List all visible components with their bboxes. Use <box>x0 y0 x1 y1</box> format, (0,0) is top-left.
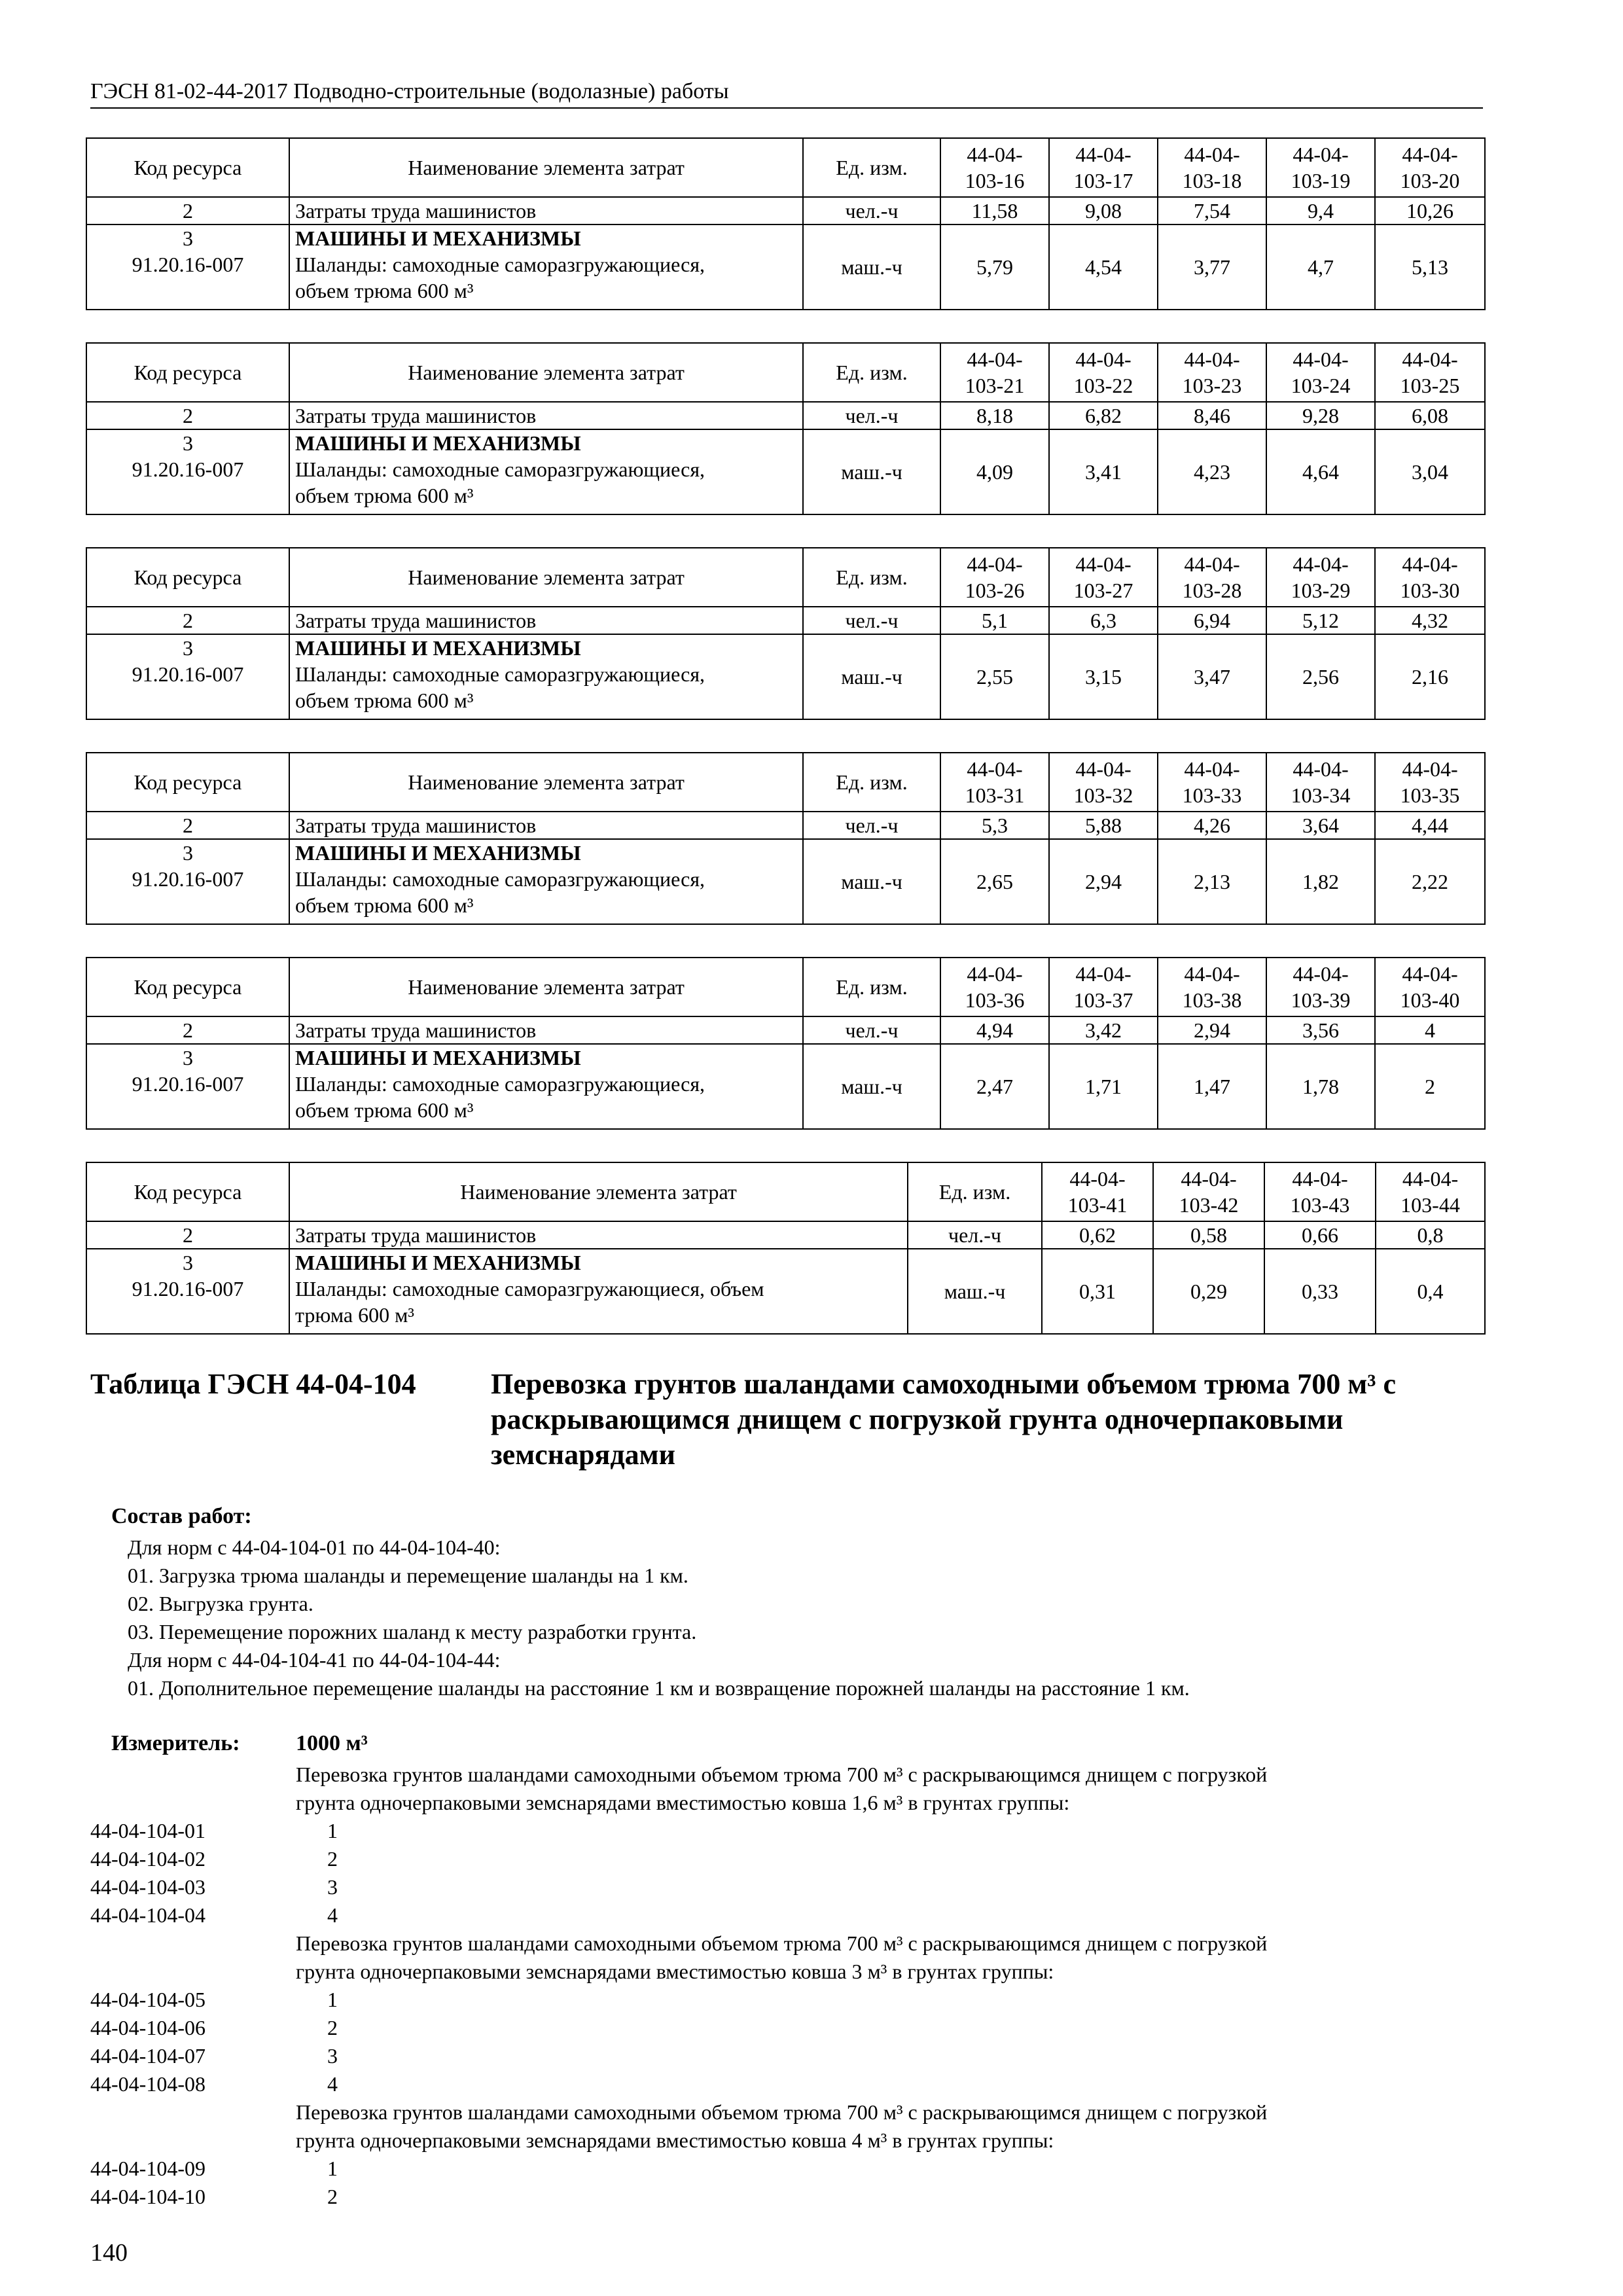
norm-code-part: 44-04- <box>1184 962 1240 986</box>
machine-value: 3,04 <box>1375 429 1485 514</box>
resource-name-line: Шаланды: самоходные саморазгружающиеся, <box>295 1072 705 1096</box>
resource-table <box>86 752 1486 925</box>
machine-value: 3,77 <box>1158 224 1266 310</box>
row-code: 2 <box>86 1016 289 1044</box>
resource-name-line: Шаланды: самоходные саморазгружающиеся, <box>295 457 705 481</box>
header-unit: Ед. изм. <box>803 548 940 607</box>
resource-name-line: Шаланды: самоходные саморазгружающиеся, <box>295 253 705 276</box>
norm-code-part: 44-04- <box>1075 143 1132 166</box>
norm-code-part: 103-18 <box>1182 169 1242 192</box>
norm-code-part: 103-42 <box>1179 1193 1239 1217</box>
norm-code-part: 103-37 <box>1073 988 1133 1012</box>
norm-code-part: 103-30 <box>1400 579 1460 602</box>
group-name: МАШИНЫ И МЕХАНИЗМЫ <box>295 841 581 865</box>
composition-line: 01. Дополнительное перемещение шаланды на расстояние 1 км и возвращение порожней шаланды на расстояние 1 км. <box>128 1676 1190 1700</box>
labor-value: 6,94 <box>1158 607 1266 634</box>
resource-name-line: трюма 600 м³ <box>295 1303 414 1327</box>
norm-code: 44-04-104-05 <box>90 1988 205 2011</box>
row-code: 2 <box>86 812 289 839</box>
norm-code-part: 103-31 <box>965 783 1025 807</box>
resource-code: 91.20.16-007 <box>132 662 244 686</box>
norm-code-part: 103-43 <box>1290 1193 1350 1217</box>
norm-group-description: грунта одночерпаковыми земснарядами вместимостью ковша 3 м³ в грунтах группы: <box>296 1960 1054 1983</box>
labor-value: 6,82 <box>1049 402 1158 429</box>
norm-code-part: 103-26 <box>965 579 1025 602</box>
resource-name-line: Шаланды: самоходные саморазгружающиеся, объем <box>295 1277 764 1300</box>
header-norm-code <box>1375 753 1485 812</box>
norm-code-part: 44-04- <box>1184 143 1240 166</box>
machine-value: 3,47 <box>1158 634 1266 719</box>
soil-group: 3 <box>327 2044 338 2068</box>
labor-value: 4 <box>1375 1016 1485 1044</box>
row-code: 2 <box>86 197 289 224</box>
norm-code-part: 103-34 <box>1291 783 1351 807</box>
norm-code: 44-04-104-06 <box>90 2016 205 2039</box>
header-norm-code <box>1264 1162 1376 1221</box>
labor-value: 6,08 <box>1375 402 1485 429</box>
norm-code-part: 44-04- <box>967 348 1023 371</box>
composition-line: 02. Выгрузка грунта. <box>128 1592 313 1615</box>
norm-code-part: 44-04- <box>1292 1167 1348 1191</box>
row-code <box>86 634 289 719</box>
labor-value: 4,26 <box>1158 812 1266 839</box>
resource-table <box>86 1162 1486 1335</box>
composition-line: Для норм с 44-04-104-01 по 44-04-104-40: <box>128 1535 501 1559</box>
labor-value: 3,56 <box>1266 1016 1375 1044</box>
row-name <box>289 1044 803 1129</box>
section-desc-line: Перевозка грунтов шаландами самоходными объемом трюма 700 м³ с <box>491 1368 1396 1400</box>
row-code <box>86 1044 289 1129</box>
header-element-name: Наименование элемента затрат <box>289 343 803 402</box>
machine-value: 2,55 <box>940 634 1049 719</box>
row-name <box>289 839 803 924</box>
measure-label: Измеритель: <box>111 1731 240 1755</box>
group-name: МАШИНЫ И МЕХАНИЗМЫ <box>295 226 581 250</box>
row-code <box>86 224 289 310</box>
machine-value: 2,22 <box>1375 839 1485 924</box>
header-resource-code: Код ресурса <box>86 1162 289 1221</box>
soil-group: 2 <box>327 2185 338 2208</box>
header-resource-code: Код ресурса <box>86 548 289 607</box>
norm-code-part: 103-29 <box>1291 579 1351 602</box>
row-code-number: 3 <box>183 636 193 660</box>
norm-code-part: 103-28 <box>1182 579 1242 602</box>
norm-code-part: 44-04- <box>967 757 1023 781</box>
machine-value: 1,47 <box>1158 1044 1266 1129</box>
norm-code-part: 44-04- <box>1293 757 1349 781</box>
composition-line: 03. Перемещение порожних шаланд к месту разработки грунта. <box>128 1620 697 1643</box>
header-norm-code <box>940 548 1049 607</box>
row-code: 2 <box>86 1221 289 1249</box>
resource-table <box>86 137 1486 310</box>
row-name: Затраты труда машинистов <box>289 402 803 429</box>
row-code <box>86 429 289 514</box>
norm-code-part: 44-04- <box>1075 757 1132 781</box>
header-element-name: Наименование элемента затрат <box>289 753 803 812</box>
row-unit: чел.-ч <box>803 197 940 224</box>
labor-value: 5,3 <box>940 812 1049 839</box>
header-norm-code <box>1049 958 1158 1016</box>
header-unit: Ед. изм. <box>803 343 940 402</box>
header-norm-code <box>1158 753 1266 812</box>
resource-table <box>86 957 1486 1130</box>
header-norm-code <box>1153 1162 1264 1221</box>
norm-code-part: 44-04- <box>1293 143 1349 166</box>
row-name: Затраты труда машинистов <box>289 607 803 634</box>
soil-group: 3 <box>327 1875 338 1899</box>
machine-value: 5,13 <box>1375 224 1485 310</box>
resource-name-line: объем трюма 600 м³ <box>295 279 474 302</box>
header-resource-code: Код ресурса <box>86 343 289 402</box>
norm-code: 44-04-104-02 <box>90 1847 205 1871</box>
header-norm-code <box>1266 343 1375 402</box>
header-unit: Ед. изм. <box>908 1162 1042 1221</box>
row-unit: чел.-ч <box>908 1221 1042 1249</box>
header-norm-code <box>1375 548 1485 607</box>
header-norm-code <box>1049 753 1158 812</box>
row-name <box>289 429 803 514</box>
header-norm-code <box>1266 753 1375 812</box>
header-norm-code <box>1376 1162 1485 1221</box>
machine-value: 0,29 <box>1153 1249 1264 1334</box>
norm-code-part: 103-36 <box>965 988 1025 1012</box>
machine-value: 2,16 <box>1375 634 1485 719</box>
machine-value: 2,56 <box>1266 634 1375 719</box>
resource-code: 91.20.16-007 <box>132 1277 244 1300</box>
group-name: МАШИНЫ И МЕХАНИЗМЫ <box>295 1046 581 1069</box>
machine-value: 4,64 <box>1266 429 1375 514</box>
labor-value: 0,66 <box>1264 1221 1376 1249</box>
norm-code-part: 44-04- <box>1075 348 1132 371</box>
norm-code-part: 103-33 <box>1182 783 1242 807</box>
composition-line: 01. Загрузка трюма шаланды и перемещение шаланды на 1 км. <box>128 1564 688 1587</box>
norm-code-part: 103-17 <box>1073 169 1133 192</box>
norm-code-part: 44-04- <box>1402 143 1458 166</box>
row-name: Затраты труда машинистов <box>289 812 803 839</box>
norm-code-part: 44-04- <box>1293 552 1349 576</box>
resource-table <box>86 547 1486 720</box>
row-code: 2 <box>86 607 289 634</box>
header-norm-code <box>1158 958 1266 1016</box>
norm-code-part: 44-04- <box>967 143 1023 166</box>
resource-name-line: Шаланды: самоходные саморазгружающиеся, <box>295 867 705 891</box>
header-unit: Ед. изм. <box>803 753 940 812</box>
header-rule <box>90 107 1483 109</box>
norm-code-part: 44-04- <box>1075 962 1132 986</box>
norm-code-part: 103-40 <box>1400 988 1460 1012</box>
soil-group: 1 <box>327 2157 338 2180</box>
row-unit: маш.-ч <box>803 429 940 514</box>
labor-value: 3,64 <box>1266 812 1375 839</box>
resource-name-line: объем трюма 600 м³ <box>295 893 474 917</box>
row-code: 2 <box>86 402 289 429</box>
row-code-number: 3 <box>183 226 193 250</box>
soil-group: 4 <box>327 1903 338 1927</box>
norm-code-part: 44-04- <box>1293 348 1349 371</box>
norm-code-part: 103-44 <box>1400 1193 1460 1217</box>
header-norm-code <box>1158 138 1266 197</box>
row-unit: маш.-ч <box>803 224 940 310</box>
header-norm-code <box>1266 138 1375 197</box>
labor-value: 4,44 <box>1375 812 1485 839</box>
machine-value: 4,23 <box>1158 429 1266 514</box>
norm-code: 44-04-104-03 <box>90 1875 205 1899</box>
row-name <box>289 1249 908 1334</box>
norm-code-part: 103-38 <box>1182 988 1242 1012</box>
machine-value: 0,31 <box>1042 1249 1153 1334</box>
labor-value: 10,26 <box>1375 197 1485 224</box>
norm-code: 44-04-104-09 <box>90 2157 205 2180</box>
header-norm-code <box>1042 1162 1153 1221</box>
header-element-name: Наименование элемента затрат <box>289 1162 908 1221</box>
machine-value: 2,13 <box>1158 839 1266 924</box>
machine-value: 5,79 <box>940 224 1049 310</box>
section-table-title: Таблица ГЭСН 44-04-104 <box>90 1368 416 1400</box>
labor-value: 9,08 <box>1049 197 1158 224</box>
machine-value: 4,54 <box>1049 224 1158 310</box>
header-resource-code: Код ресурса <box>86 958 289 1016</box>
norm-code-part: 103-41 <box>1067 1193 1128 1217</box>
norm-group-description: грунта одночерпаковыми земснарядами вместимостью ковша 4 м³ в грунтах группы: <box>296 2128 1054 2152</box>
row-name <box>289 224 803 310</box>
row-code-number: 3 <box>183 431 193 455</box>
labor-value: 7,54 <box>1158 197 1266 224</box>
header-norm-code <box>940 958 1049 1016</box>
header-norm-code <box>1375 138 1485 197</box>
norm-code-part: 103-16 <box>965 169 1025 192</box>
norm-code-part: 44-04- <box>1075 552 1132 576</box>
norm-code-part: 103-25 <box>1400 374 1460 397</box>
norm-code-part: 103-39 <box>1291 988 1351 1012</box>
norm-group-description: грунта одночерпаковыми земснарядами вместимостью ковша 1,6 м³ в грунтах группы: <box>296 1791 1070 1814</box>
header-norm-code <box>1158 548 1266 607</box>
norm-group-description: Перевозка грунтов шаландами самоходными объемом трюма 700 м³ с раскрывающимся днищем с погрузкой <box>296 2100 1268 2124</box>
norm-code-part: 103-19 <box>1291 169 1351 192</box>
norm-code-part: 103-20 <box>1400 169 1460 192</box>
labor-value: 0,8 <box>1376 1221 1485 1249</box>
soil-group: 2 <box>327 2016 338 2039</box>
norm-group-description: Перевозка грунтов шаландами самоходными объемом трюма 700 м³ с раскрывающимся днищем с погрузкой <box>296 1931 1268 1955</box>
header-norm-code <box>1158 343 1266 402</box>
labor-value: 9,4 <box>1266 197 1375 224</box>
composition-line: Для норм с 44-04-104-41 по 44-04-104-44: <box>128 1648 501 1672</box>
row-name: Затраты труда машинистов <box>289 1016 803 1044</box>
section-desc-line: земснарядами <box>491 1439 675 1471</box>
norm-code-part: 44-04- <box>1181 1167 1237 1191</box>
norm-code-part: 44-04- <box>967 962 1023 986</box>
labor-value: 9,28 <box>1266 402 1375 429</box>
header-element-name: Наименование элемента затрат <box>289 958 803 1016</box>
norm-code-part: 44-04- <box>1402 348 1458 371</box>
norm-code: 44-04-104-07 <box>90 2044 205 2068</box>
soil-group: 1 <box>327 1988 338 2011</box>
resource-name-line: объем трюма 600 м³ <box>295 689 474 712</box>
header-norm-code <box>1049 343 1158 402</box>
header-norm-code <box>940 753 1049 812</box>
labor-value: 4,94 <box>940 1016 1049 1044</box>
norm-code-part: 44-04- <box>1402 962 1458 986</box>
resource-table <box>86 342 1486 515</box>
row-code <box>86 839 289 924</box>
machine-value: 0,33 <box>1264 1249 1376 1334</box>
row-code <box>86 1249 289 1334</box>
norm-code-part: 44-04- <box>1069 1167 1126 1191</box>
row-unit: чел.-ч <box>803 402 940 429</box>
section-table-description <box>491 1367 1486 1473</box>
norm-code-part: 103-23 <box>1182 374 1242 397</box>
header-resource-code: Код ресурса <box>86 138 289 197</box>
group-name: МАШИНЫ И МЕХАНИЗМЫ <box>295 431 581 455</box>
resource-code: 91.20.16-007 <box>132 253 244 276</box>
soil-group: 4 <box>327 2072 338 2096</box>
labor-value: 5,88 <box>1049 812 1158 839</box>
header-unit: Ед. изм. <box>803 138 940 197</box>
header-resource-code: Код ресурса <box>86 753 289 812</box>
header-norm-code <box>1375 343 1485 402</box>
group-name: МАШИНЫ И МЕХАНИЗМЫ <box>295 636 581 660</box>
norm-code-part: 44-04- <box>1402 757 1458 781</box>
labor-value: 4,32 <box>1375 607 1485 634</box>
header-element-name: Наименование элемента затрат <box>289 548 803 607</box>
labor-value: 5,12 <box>1266 607 1375 634</box>
machine-value: 4,09 <box>940 429 1049 514</box>
machine-value: 2 <box>1375 1044 1485 1129</box>
header-norm-code <box>1266 958 1375 1016</box>
labor-value: 0,62 <box>1042 1221 1153 1249</box>
labor-value: 11,58 <box>940 197 1049 224</box>
header-norm-code <box>940 343 1049 402</box>
norm-code-part: 44-04- <box>1402 1167 1459 1191</box>
soil-group: 1 <box>327 1819 338 1842</box>
running-header: ГЭСН 81-02-44-2017 Подводно-строительные (водолазные) работы <box>90 79 729 103</box>
labor-value: 0,58 <box>1153 1221 1264 1249</box>
resource-code: 91.20.16-007 <box>132 867 244 891</box>
measure-value: 1000 м³ <box>296 1731 368 1755</box>
row-unit: маш.-ч <box>908 1249 1042 1334</box>
norm-code-part: 103-32 <box>1073 783 1133 807</box>
norm-code-part: 44-04- <box>1293 962 1349 986</box>
section-desc-line: раскрывающимся днищем с погрузкой грунта одночерпаковыми <box>491 1403 1344 1435</box>
row-name <box>289 634 803 719</box>
norm-group-description: Перевозка грунтов шаландами самоходными объемом трюма 700 м³ с раскрывающимся днищем с погрузкой <box>296 1763 1268 1786</box>
soil-group: 2 <box>327 1847 338 1871</box>
row-name: Затраты труда машинистов <box>289 197 803 224</box>
row-code-number: 3 <box>183 841 193 865</box>
norm-code-part: 44-04- <box>967 552 1023 576</box>
row-unit: маш.-ч <box>803 1044 940 1129</box>
norm-code-part: 44-04- <box>1184 757 1240 781</box>
labor-value: 5,1 <box>940 607 1049 634</box>
norm-code: 44-04-104-04 <box>90 1903 205 1927</box>
norm-code-part: 103-24 <box>1291 374 1351 397</box>
resource-name-line: объем трюма 600 м³ <box>295 1098 474 1122</box>
row-name: Затраты труда машинистов <box>289 1221 908 1249</box>
machine-value: 1,78 <box>1266 1044 1375 1129</box>
resource-code: 91.20.16-007 <box>132 457 244 481</box>
page-number: 140 <box>90 2239 128 2267</box>
machine-value: 3,41 <box>1049 429 1158 514</box>
norm-code-part: 103-22 <box>1073 374 1133 397</box>
composition-heading: Состав работ: <box>111 1504 252 1528</box>
machine-value: 1,71 <box>1049 1044 1158 1129</box>
labor-value: 6,3 <box>1049 607 1158 634</box>
resource-name-line: Шаланды: самоходные саморазгружающиеся, <box>295 662 705 686</box>
norm-code-part: 44-04- <box>1402 552 1458 576</box>
labor-value: 2,94 <box>1158 1016 1266 1044</box>
header-norm-code <box>1049 138 1158 197</box>
row-unit: маш.-ч <box>803 634 940 719</box>
header-norm-code <box>940 138 1049 197</box>
machine-value: 4,7 <box>1266 224 1375 310</box>
group-name: МАШИНЫ И МЕХАНИЗМЫ <box>295 1251 581 1274</box>
resource-name-line: объем трюма 600 м³ <box>295 484 474 507</box>
row-unit: маш.-ч <box>803 839 940 924</box>
machine-value: 3,15 <box>1049 634 1158 719</box>
header-element-name: Наименование элемента затрат <box>289 138 803 197</box>
labor-value: 8,46 <box>1158 402 1266 429</box>
norm-code-part: 103-35 <box>1400 783 1460 807</box>
machine-value: 2,94 <box>1049 839 1158 924</box>
header-unit: Ед. изм. <box>803 958 940 1016</box>
norm-code: 44-04-104-01 <box>90 1819 205 1842</box>
row-unit: чел.-ч <box>803 812 940 839</box>
header-norm-code <box>1266 548 1375 607</box>
row-unit: чел.-ч <box>803 1016 940 1044</box>
norm-code: 44-04-104-10 <box>90 2185 205 2208</box>
resource-code: 91.20.16-007 <box>132 1072 244 1096</box>
machine-value: 0,4 <box>1376 1249 1485 1334</box>
row-code-number: 3 <box>183 1046 193 1069</box>
row-unit: чел.-ч <box>803 607 940 634</box>
row-code-number: 3 <box>183 1251 193 1274</box>
header-norm-code <box>1049 548 1158 607</box>
norm-code-part: 44-04- <box>1184 348 1240 371</box>
header-norm-code <box>1375 958 1485 1016</box>
machine-value: 1,82 <box>1266 839 1375 924</box>
norm-code-part: 103-21 <box>965 374 1025 397</box>
machine-value: 2,47 <box>940 1044 1049 1129</box>
machine-value: 2,65 <box>940 839 1049 924</box>
norm-code-part: 103-27 <box>1073 579 1133 602</box>
norm-code: 44-04-104-08 <box>90 2072 205 2096</box>
labor-value: 8,18 <box>940 402 1049 429</box>
labor-value: 3,42 <box>1049 1016 1158 1044</box>
norm-code-part: 44-04- <box>1184 552 1240 576</box>
